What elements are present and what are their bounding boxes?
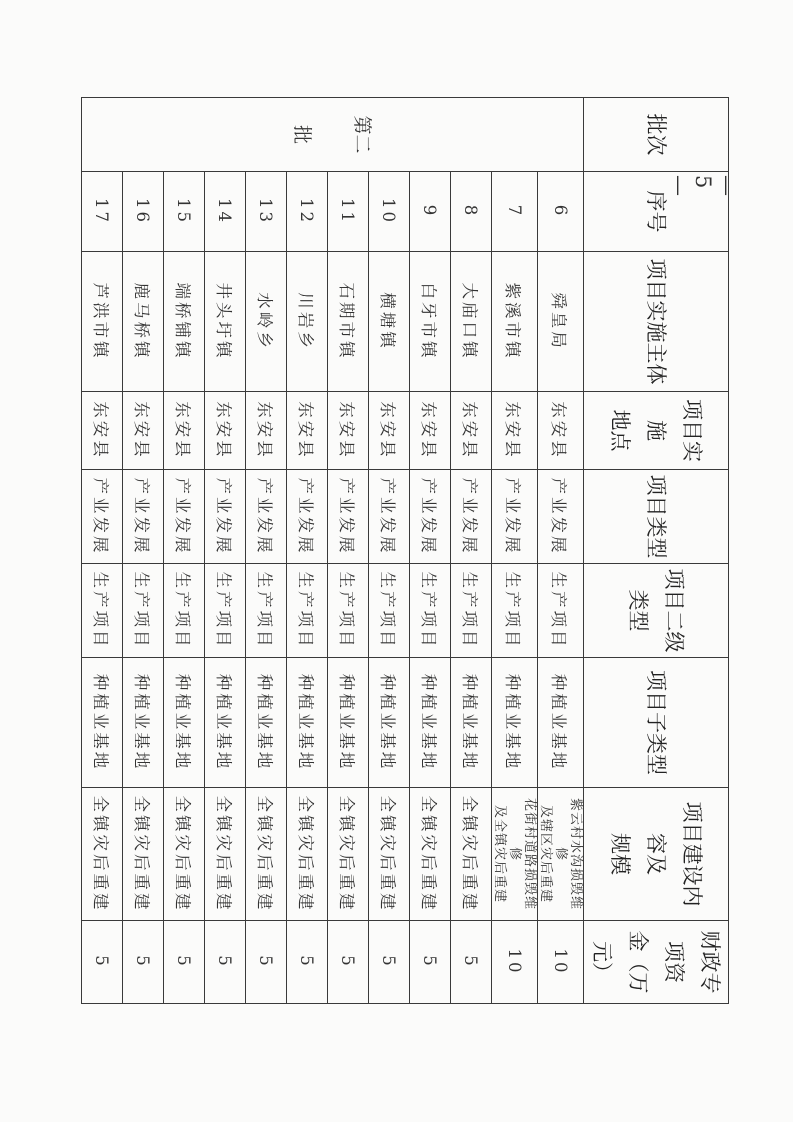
table-row (410, 98, 451, 1004)
cell-entity: 横塘镇 (369, 252, 410, 392)
cell-type: 产业发展 (492, 470, 538, 564)
cell-secondary-type: 生产项目 (369, 564, 410, 658)
cell-seq: 8 (451, 172, 492, 252)
cell-subtype: 种植业基地 (451, 658, 492, 788)
cell-location: 东安县 (164, 392, 205, 470)
cell-funds: 5 (123, 921, 164, 1004)
cell-content-line2: 及全镇灾后重建 (492, 804, 507, 903)
cell-seq: 13 (246, 172, 287, 252)
cell-seq: 11 (328, 172, 369, 252)
cell-location: 东安县 (287, 392, 328, 470)
cell-funds: 5 (451, 921, 492, 1004)
header-content-line1: 项目建设内容及 (644, 801, 704, 907)
header-funds-line1: 财政专项资 (662, 930, 722, 994)
cell-type: 产业发展 (538, 470, 584, 564)
cell-secondary-type: 生产项目 (205, 564, 246, 658)
cell-subtype: 种植业基地 (492, 658, 538, 788)
cell-secondary-type: 生产项目 (287, 564, 328, 658)
cell-type: 产业发展 (287, 470, 328, 564)
table-row (246, 98, 287, 1004)
table-row (328, 98, 369, 1004)
cell-subtype: 种植业基地 (369, 658, 410, 788)
cell-type: 产业发展 (123, 470, 164, 564)
table-row (451, 98, 492, 1004)
cell-seq: 9 (410, 172, 451, 252)
table-row (82, 98, 123, 1004)
cell-seq: 17 (82, 172, 123, 252)
table-row (492, 98, 538, 1004)
cell-seq: 12 (287, 172, 328, 252)
cell-funds: 5 (410, 921, 451, 1004)
cell-location: 东安县 (246, 392, 287, 470)
cell-content-line1: 紫云村水沟损毁维修 (553, 797, 583, 910)
table-row (164, 98, 205, 1004)
cell-content (538, 788, 584, 921)
cell-content: 全镇灾后重建 (123, 788, 164, 921)
cell-location: 东安县 (205, 392, 246, 470)
cell-content: 全镇灾后重建 (410, 788, 451, 921)
cell-subtype: 种植业基地 (410, 658, 451, 788)
cell-funds: 5 (164, 921, 205, 1004)
cell-location: 东安县 (492, 392, 538, 470)
page-number: — 5 — (667, 175, 739, 196)
cell-secondary-type: 生产项目 (164, 564, 205, 658)
header-entity: 项目实施主体 (584, 252, 729, 392)
header-secondary-type-line2: 类型 (626, 589, 650, 632)
cell-secondary-type: 生产项目 (538, 564, 584, 658)
cell-content-line2: 及辖区灾后重建 (538, 804, 553, 903)
batch-cell (82, 98, 584, 172)
header-location (584, 392, 729, 470)
cell-type: 产业发展 (82, 470, 123, 564)
cell-entity: 大庙口镇 (451, 252, 492, 392)
cell-location: 东安县 (451, 392, 492, 470)
batch-label-line2: 批 (291, 124, 314, 144)
cell-funds: 10 (538, 921, 584, 1004)
header-secondary-type-line1: 项目二级 (662, 568, 686, 653)
cell-funds: 5 (287, 921, 328, 1004)
cell-type: 产业发展 (205, 470, 246, 564)
cell-secondary-type: 生产项目 (410, 564, 451, 658)
cell-type: 产业发展 (328, 470, 369, 564)
cell-subtype: 种植业基地 (123, 658, 164, 788)
cell-subtype: 种植业基地 (82, 658, 123, 788)
cell-subtype: 种植业基地 (164, 658, 205, 788)
cell-type: 产业发展 (410, 470, 451, 564)
cell-entity: 鹿马桥镇 (123, 252, 164, 392)
cell-funds: 5 (369, 921, 410, 1004)
project-table-rotated (91, 97, 729, 1003)
cell-entity: 川岩乡 (287, 252, 328, 392)
cell-content-line1: 花街村道路损毁维修 (507, 797, 537, 910)
cell-location: 东安县 (369, 392, 410, 470)
cell-content: 全镇灾后重建 (164, 788, 205, 921)
cell-location: 东安县 (328, 392, 369, 470)
table-row (205, 98, 246, 1004)
cell-entity: 白牙市镇 (410, 252, 451, 392)
cell-location: 东安县 (410, 392, 451, 470)
cell-entity: 紫溪市镇 (492, 252, 538, 392)
cell-funds: 10 (492, 921, 538, 1004)
cell-entity: 芦洪市镇 (82, 252, 123, 392)
header-content-line2: 规模 (608, 833, 632, 875)
header-location-line2: 地点 (608, 409, 632, 452)
cell-type: 产业发展 (451, 470, 492, 564)
project-table (81, 97, 729, 1004)
header-funds-line2: 金（万元） (590, 930, 650, 994)
cell-subtype: 种植业基地 (328, 658, 369, 788)
cell-seq: 7 (492, 172, 538, 252)
cell-location: 东安县 (538, 392, 584, 470)
cell-funds: 5 (205, 921, 246, 1004)
batch-label-line1: 第二 (351, 115, 374, 154)
cell-secondary-type: 生产项目 (246, 564, 287, 658)
cell-entity: 端桥铺镇 (164, 252, 205, 392)
cell-seq: 6 (538, 172, 584, 252)
cell-secondary-type: 生产项目 (123, 564, 164, 658)
cell-funds: 5 (246, 921, 287, 1004)
cell-content: 全镇灾后重建 (451, 788, 492, 921)
cell-secondary-type: 生产项目 (328, 564, 369, 658)
cell-funds: 5 (82, 921, 123, 1004)
cell-content: 全镇灾后重建 (205, 788, 246, 921)
cell-entity: 舜皇局 (538, 252, 584, 392)
header-seq: 序号 (584, 172, 729, 252)
header-subtype: 项目子类型 (584, 658, 729, 788)
cell-funds: 5 (328, 921, 369, 1004)
header-type: 项目类型 (584, 470, 729, 564)
cell-entity: 水岭乡 (246, 252, 287, 392)
header-funds (584, 921, 729, 1004)
cell-content: 全镇灾后重建 (328, 788, 369, 921)
cell-content: 全镇灾后重建 (246, 788, 287, 921)
cell-content: 全镇灾后重建 (287, 788, 328, 921)
cell-secondary-type: 生产项目 (492, 564, 538, 658)
table-row (287, 98, 328, 1004)
table-header-row (584, 98, 729, 1004)
cell-type: 产业发展 (246, 470, 287, 564)
header-secondary-type (584, 564, 729, 658)
cell-type: 产业发展 (164, 470, 205, 564)
cell-subtype: 种植业基地 (205, 658, 246, 788)
cell-subtype: 种植业基地 (287, 658, 328, 788)
table-row (369, 98, 410, 1004)
header-location-line1: 项目实施 (644, 399, 704, 462)
cell-seq: 14 (205, 172, 246, 252)
cell-location: 东安县 (123, 392, 164, 470)
cell-seq: 15 (164, 172, 205, 252)
cell-content (492, 788, 538, 921)
table-row (538, 98, 584, 1004)
cell-seq: 10 (369, 172, 410, 252)
header-batch: 批次 (584, 98, 729, 172)
cell-secondary-type: 生产项目 (451, 564, 492, 658)
cell-seq: 16 (123, 172, 164, 252)
cell-secondary-type: 生产项目 (82, 564, 123, 658)
cell-entity: 石期市镇 (328, 252, 369, 392)
cell-subtype: 种植业基地 (538, 658, 584, 788)
cell-subtype: 种植业基地 (246, 658, 287, 788)
cell-entity: 井头圩镇 (205, 252, 246, 392)
cell-content: 全镇灾后重建 (369, 788, 410, 921)
cell-location: 东安县 (82, 392, 123, 470)
table-row (123, 98, 164, 1004)
header-content (584, 788, 729, 921)
cell-type: 产业发展 (369, 470, 410, 564)
cell-content: 全镇灾后重建 (82, 788, 123, 921)
